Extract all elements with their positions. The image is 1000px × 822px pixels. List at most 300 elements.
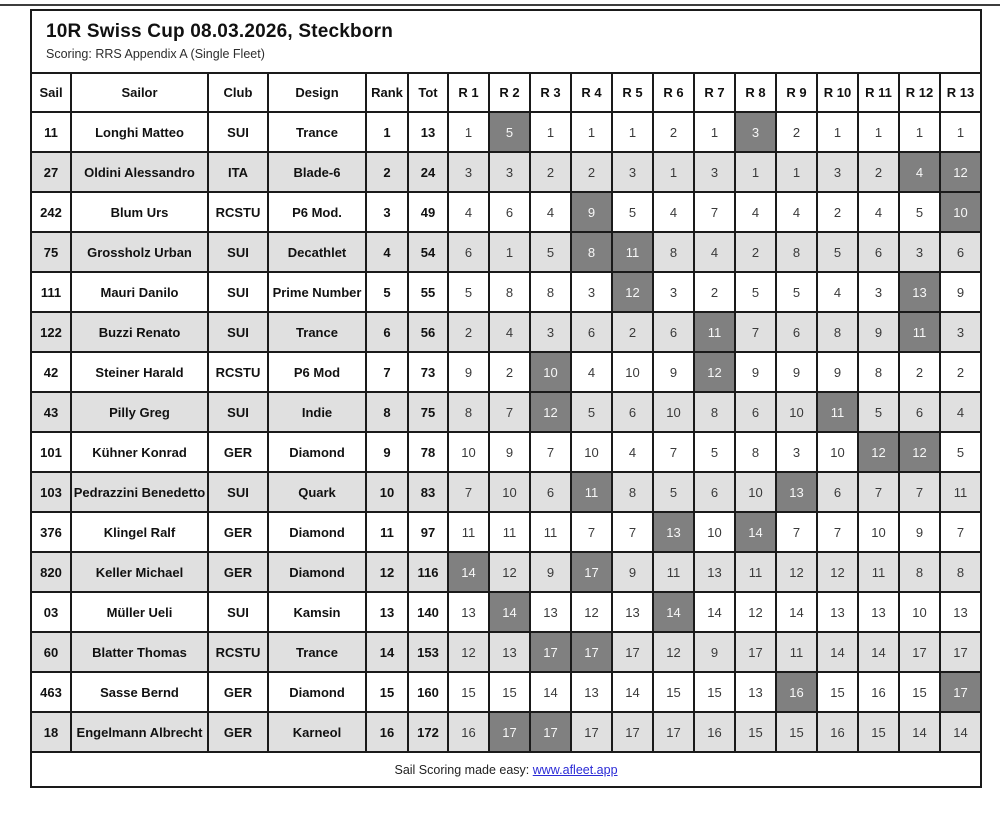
table-row: [31, 192, 981, 232]
score-cell-r11: 6: [858, 232, 899, 272]
score-cell-r5: 7: [612, 512, 653, 552]
sail-cell: 376: [31, 512, 71, 552]
score-cell-r8: 10: [735, 472, 776, 512]
score-cell-r11: 10: [858, 512, 899, 552]
score-cell-r8: 7: [735, 312, 776, 352]
design-cell: Trance: [268, 312, 366, 352]
score-cell-r3: 13: [530, 592, 571, 632]
score-cell-r13: 17: [940, 632, 981, 672]
score-cell-r8: 4: [735, 192, 776, 232]
score-cell-r2: 12: [489, 552, 530, 592]
discarded-score-cell-r4: 11: [571, 472, 612, 512]
score-cell-r2: 6: [489, 192, 530, 232]
sailor-cell: Kühner Konrad: [71, 432, 208, 472]
discarded-score-cell-r3: 17: [530, 632, 571, 672]
score-cell-r3: 14: [530, 672, 571, 712]
discarded-score-cell-r4: 17: [571, 552, 612, 592]
table-row: [31, 712, 981, 752]
score-cell-r11: 7: [858, 472, 899, 512]
score-cell-r2: 11: [489, 512, 530, 552]
score-cell-r12: 7: [899, 472, 940, 512]
event-title: 10R Swiss Cup 08.03.2026, Steckborn: [46, 21, 394, 42]
sailor-cell: Pedrazzini Benedetto: [71, 472, 208, 512]
score-cell-r13: 8: [940, 552, 981, 592]
sail-cell: 27: [31, 152, 71, 192]
score-cell-r13: 2: [940, 352, 981, 392]
score-cell-r10: 14: [817, 632, 858, 672]
score-cell-r1: 6: [448, 232, 489, 272]
rank-cell: 6: [366, 312, 408, 352]
score-cell-r1: 15: [448, 672, 489, 712]
column-header-club: Club: [208, 73, 268, 112]
score-cell-r3: 2: [530, 152, 571, 192]
score-cell-r5: 6: [612, 392, 653, 432]
score-cell-r9: 14: [776, 592, 817, 632]
score-cell-r6: 10: [653, 392, 694, 432]
discarded-score-cell-r12: 11: [899, 312, 940, 352]
table-row: [31, 312, 981, 352]
score-cell-r13: 6: [940, 232, 981, 272]
score-cell-r12: 2: [899, 352, 940, 392]
score-cell-r10: 15: [817, 672, 858, 712]
score-cell-r3: 1: [530, 112, 571, 152]
design-cell: Quark: [268, 472, 366, 512]
score-cell-r8: 13: [735, 672, 776, 712]
score-cell-r3: 11: [530, 512, 571, 552]
sail-cell: 101: [31, 432, 71, 472]
tot-cell: 172: [408, 712, 448, 752]
score-cell-r3: 6: [530, 472, 571, 512]
score-cell-r9: 8: [776, 232, 817, 272]
score-cell-r9: 2: [776, 112, 817, 152]
score-cell-r10: 13: [817, 592, 858, 632]
afleet-link[interactable]: www.afleet.app: [532, 762, 618, 777]
results-table: [30, 9, 982, 788]
discarded-score-cell-r1: 14: [448, 552, 489, 592]
discarded-score-cell-r7: 12: [694, 352, 735, 392]
sail-cell: 18: [31, 712, 71, 752]
page-top-divider: [0, 4, 1000, 6]
score-cell-r1: 10: [448, 432, 489, 472]
column-header-r-13: R 13: [940, 73, 981, 112]
score-cell-r9: 3: [776, 432, 817, 472]
score-cell-r6: 4: [653, 192, 694, 232]
discarded-score-cell-r8: 3: [735, 112, 776, 152]
tot-cell: 116: [408, 552, 448, 592]
rank-cell: 1: [366, 112, 408, 152]
score-cell-r6: 7: [653, 432, 694, 472]
score-cell-r10: 2: [817, 192, 858, 232]
score-cell-r9: 10: [776, 392, 817, 432]
score-cell-r8: 17: [735, 632, 776, 672]
sail-cell: 03: [31, 592, 71, 632]
sailor-cell: Klingel Ralf: [71, 512, 208, 552]
score-cell-r9: 11: [776, 632, 817, 672]
sailor-cell: Müller Ueli: [71, 592, 208, 632]
score-cell-r3: 4: [530, 192, 571, 232]
column-header-r-5: R 5: [612, 73, 653, 112]
sail-cell: 242: [31, 192, 71, 232]
score-cell-r2: 3: [489, 152, 530, 192]
discarded-score-cell-r3: 10: [530, 352, 571, 392]
table-row: [31, 272, 981, 312]
sail-cell: 42: [31, 352, 71, 392]
discarded-score-cell-r12: 13: [899, 272, 940, 312]
score-cell-r4: 3: [571, 272, 612, 312]
score-cell-r5: 8: [612, 472, 653, 512]
club-cell: GER: [208, 512, 268, 552]
score-cell-r12: 5: [899, 192, 940, 232]
rank-cell: 7: [366, 352, 408, 392]
score-cell-r7: 5: [694, 432, 735, 472]
score-cell-r5: 17: [612, 632, 653, 672]
footer-row: [31, 752, 981, 787]
score-cell-r13: 4: [940, 392, 981, 432]
design-cell: Decathlet: [268, 232, 366, 272]
discarded-score-cell-r5: 12: [612, 272, 653, 312]
score-cell-r4: 10: [571, 432, 612, 472]
score-cell-r13: 11: [940, 472, 981, 512]
score-cell-r11: 5: [858, 392, 899, 432]
sail-cell: 820: [31, 552, 71, 592]
score-cell-r12: 1: [899, 112, 940, 152]
score-cell-r4: 4: [571, 352, 612, 392]
rank-cell: 16: [366, 712, 408, 752]
score-cell-r11: 2: [858, 152, 899, 192]
score-cell-r8: 12: [735, 592, 776, 632]
score-cell-r11: 16: [858, 672, 899, 712]
score-cell-r5: 1: [612, 112, 653, 152]
club-cell: ITA: [208, 152, 268, 192]
score-cell-r8: 9: [735, 352, 776, 392]
tot-cell: 24: [408, 152, 448, 192]
score-cell-r7: 10: [694, 512, 735, 552]
discarded-score-cell-r13: 10: [940, 192, 981, 232]
column-header-tot: Tot: [408, 73, 448, 112]
discarded-score-cell-r2: 14: [489, 592, 530, 632]
score-cell-r5: 13: [612, 592, 653, 632]
score-cell-r2: 1: [489, 232, 530, 272]
title-row: [31, 10, 981, 73]
score-cell-r2: 2: [489, 352, 530, 392]
club-cell: GER: [208, 712, 268, 752]
score-cell-r10: 9: [817, 352, 858, 392]
score-cell-r1: 9: [448, 352, 489, 392]
score-cell-r11: 13: [858, 592, 899, 632]
score-cell-r10: 16: [817, 712, 858, 752]
score-cell-r6: 12: [653, 632, 694, 672]
score-cell-r11: 15: [858, 712, 899, 752]
tot-cell: 160: [408, 672, 448, 712]
sail-cell: 11: [31, 112, 71, 152]
design-cell: Karneol: [268, 712, 366, 752]
column-header-r-11: R 11: [858, 73, 899, 112]
design-cell: Trance: [268, 632, 366, 672]
discarded-score-cell-r12: 4: [899, 152, 940, 192]
club-cell: SUI: [208, 312, 268, 352]
score-cell-r4: 12: [571, 592, 612, 632]
score-cell-r4: 6: [571, 312, 612, 352]
score-cell-r9: 9: [776, 352, 817, 392]
score-cell-r5: 17: [612, 712, 653, 752]
column-header-r-7: R 7: [694, 73, 735, 112]
score-cell-r9: 6: [776, 312, 817, 352]
rank-cell: 8: [366, 392, 408, 432]
tot-cell: 13: [408, 112, 448, 152]
club-cell: SUI: [208, 272, 268, 312]
score-cell-r1: 12: [448, 632, 489, 672]
score-cell-r3: 9: [530, 552, 571, 592]
discarded-score-cell-r6: 13: [653, 512, 694, 552]
table-row: [31, 672, 981, 712]
sail-cell: 103: [31, 472, 71, 512]
score-cell-r13: 5: [940, 432, 981, 472]
score-cell-r1: 7: [448, 472, 489, 512]
score-cell-r7: 14: [694, 592, 735, 632]
club-cell: GER: [208, 672, 268, 712]
score-cell-r1: 13: [448, 592, 489, 632]
tot-cell: 49: [408, 192, 448, 232]
sail-cell: 43: [31, 392, 71, 432]
sailor-cell: Keller Michael: [71, 552, 208, 592]
tot-cell: 140: [408, 592, 448, 632]
score-cell-r4: 7: [571, 512, 612, 552]
score-cell-r10: 7: [817, 512, 858, 552]
sailor-cell: Sasse Bernd: [71, 672, 208, 712]
score-cell-r10: 5: [817, 232, 858, 272]
score-cell-r3: 3: [530, 312, 571, 352]
score-cell-r8: 15: [735, 712, 776, 752]
club-cell: SUI: [208, 472, 268, 512]
tot-cell: 83: [408, 472, 448, 512]
score-cell-r1: 1: [448, 112, 489, 152]
table-row: [31, 232, 981, 272]
score-cell-r13: 13: [940, 592, 981, 632]
score-cell-r1: 2: [448, 312, 489, 352]
column-header-r-2: R 2: [489, 73, 530, 112]
sailor-cell: Pilly Greg: [71, 392, 208, 432]
discarded-score-cell-r11: 12: [858, 432, 899, 472]
discarded-score-cell-r13: 12: [940, 152, 981, 192]
club-cell: SUI: [208, 112, 268, 152]
score-cell-r11: 14: [858, 632, 899, 672]
score-cell-r12: 9: [899, 512, 940, 552]
score-cell-r2: 7: [489, 392, 530, 432]
score-cell-r4: 5: [571, 392, 612, 432]
sailor-cell: Blum Urs: [71, 192, 208, 232]
column-header-row: [31, 73, 981, 112]
score-cell-r7: 16: [694, 712, 735, 752]
score-cell-r3: 8: [530, 272, 571, 312]
sail-cell: 75: [31, 232, 71, 272]
rank-cell: 5: [366, 272, 408, 312]
score-cell-r6: 3: [653, 272, 694, 312]
rank-cell: 10: [366, 472, 408, 512]
column-header-sailor: Sailor: [71, 73, 208, 112]
score-cell-r9: 12: [776, 552, 817, 592]
score-cell-r9: 15: [776, 712, 817, 752]
score-cell-r5: 2: [612, 312, 653, 352]
score-cell-r6: 2: [653, 112, 694, 152]
discarded-score-cell-r9: 13: [776, 472, 817, 512]
score-cell-r2: 15: [489, 672, 530, 712]
score-cell-r1: 16: [448, 712, 489, 752]
design-cell: Indie: [268, 392, 366, 432]
score-cell-r6: 6: [653, 312, 694, 352]
club-cell: SUI: [208, 232, 268, 272]
score-cell-r13: 14: [940, 712, 981, 752]
score-cell-r6: 1: [653, 152, 694, 192]
sailor-cell: Steiner Harald: [71, 352, 208, 392]
score-cell-r13: 3: [940, 312, 981, 352]
score-cell-r11: 3: [858, 272, 899, 312]
sail-cell: 60: [31, 632, 71, 672]
score-cell-r4: 1: [571, 112, 612, 152]
design-cell: Blade-6: [268, 152, 366, 192]
discarded-score-cell-r2: 17: [489, 712, 530, 752]
tot-cell: 54: [408, 232, 448, 272]
column-header-r-3: R 3: [530, 73, 571, 112]
score-cell-r13: 1: [940, 112, 981, 152]
score-cell-r3: 5: [530, 232, 571, 272]
sailor-cell: Engelmann Albrecht: [71, 712, 208, 752]
score-cell-r13: 9: [940, 272, 981, 312]
score-cell-r12: 8: [899, 552, 940, 592]
club-cell: GER: [208, 432, 268, 472]
sail-cell: 111: [31, 272, 71, 312]
sail-cell: 463: [31, 672, 71, 712]
rank-cell: 11: [366, 512, 408, 552]
score-cell-r10: 8: [817, 312, 858, 352]
score-cell-r8: 6: [735, 392, 776, 432]
rank-cell: 4: [366, 232, 408, 272]
score-cell-r1: 8: [448, 392, 489, 432]
club-cell: SUI: [208, 392, 268, 432]
score-cell-r11: 11: [858, 552, 899, 592]
discarded-score-cell-r4: 9: [571, 192, 612, 232]
score-cell-r6: 17: [653, 712, 694, 752]
discarded-score-cell-r10: 11: [817, 392, 858, 432]
column-header-rank: Rank: [366, 73, 408, 112]
score-cell-r1: 3: [448, 152, 489, 192]
design-cell: Prime Number: [268, 272, 366, 312]
column-header-sail: Sail: [31, 73, 71, 112]
score-cell-r10: 3: [817, 152, 858, 192]
score-cell-r6: 11: [653, 552, 694, 592]
design-cell: Diamond: [268, 432, 366, 472]
club-cell: SUI: [208, 592, 268, 632]
scoring-subtitle: Scoring: RRS Appendix A (Single Fleet): [46, 47, 265, 61]
score-cell-r6: 15: [653, 672, 694, 712]
sailor-cell: Mauri Danilo: [71, 272, 208, 312]
rank-cell: 3: [366, 192, 408, 232]
score-cell-r2: 8: [489, 272, 530, 312]
score-cell-r7: 1: [694, 112, 735, 152]
club-cell: GER: [208, 552, 268, 592]
score-cell-r7: 2: [694, 272, 735, 312]
footer-text: Sail Scoring made easy:: [394, 762, 533, 777]
score-cell-r5: 5: [612, 192, 653, 232]
score-cell-r4: 13: [571, 672, 612, 712]
table-row: [31, 632, 981, 672]
discarded-score-cell-r2: 5: [489, 112, 530, 152]
table-row: [31, 112, 981, 152]
design-cell: Diamond: [268, 512, 366, 552]
tot-cell: 78: [408, 432, 448, 472]
score-cell-r1: 5: [448, 272, 489, 312]
column-header-r-9: R 9: [776, 73, 817, 112]
score-cell-r12: 17: [899, 632, 940, 672]
table-row: [31, 592, 981, 632]
column-header-r-6: R 6: [653, 73, 694, 112]
sailor-cell: Grossholz Urban: [71, 232, 208, 272]
discarded-score-cell-r9: 16: [776, 672, 817, 712]
table-row: [31, 472, 981, 512]
design-cell: Kamsin: [268, 592, 366, 632]
table-row: [31, 352, 981, 392]
score-cell-r11: 9: [858, 312, 899, 352]
design-cell: Trance: [268, 112, 366, 152]
score-cell-r10: 12: [817, 552, 858, 592]
column-header-r-1: R 1: [448, 73, 489, 112]
score-cell-r2: 4: [489, 312, 530, 352]
score-cell-r11: 1: [858, 112, 899, 152]
score-cell-r6: 5: [653, 472, 694, 512]
score-cell-r5: 3: [612, 152, 653, 192]
tot-cell: 153: [408, 632, 448, 672]
table-row: [31, 512, 981, 552]
club-cell: RCSTU: [208, 352, 268, 392]
discarded-score-cell-r5: 11: [612, 232, 653, 272]
score-cell-r4: 2: [571, 152, 612, 192]
table-row: [31, 392, 981, 432]
sailor-cell: Oldini Alessandro: [71, 152, 208, 192]
column-header-r-10: R 10: [817, 73, 858, 112]
discarded-score-cell-r3: 12: [530, 392, 571, 432]
score-cell-r12: 6: [899, 392, 940, 432]
score-cell-r6: 8: [653, 232, 694, 272]
club-cell: RCSTU: [208, 192, 268, 232]
score-cell-r9: 5: [776, 272, 817, 312]
discarded-score-cell-r8: 14: [735, 512, 776, 552]
sailor-cell: Buzzi Renato: [71, 312, 208, 352]
score-cell-r2: 9: [489, 432, 530, 472]
score-cell-r1: 4: [448, 192, 489, 232]
column-header-r-12: R 12: [899, 73, 940, 112]
rank-cell: 2: [366, 152, 408, 192]
score-cell-r6: 9: [653, 352, 694, 392]
rank-cell: 9: [366, 432, 408, 472]
sailor-cell: Blatter Thomas: [71, 632, 208, 672]
score-cell-r5: 14: [612, 672, 653, 712]
design-cell: Diamond: [268, 672, 366, 712]
design-cell: Diamond: [268, 552, 366, 592]
tot-cell: 97: [408, 512, 448, 552]
table-row: [31, 552, 981, 592]
score-cell-r4: 17: [571, 712, 612, 752]
discarded-score-cell-r6: 14: [653, 592, 694, 632]
rank-cell: 14: [366, 632, 408, 672]
discarded-score-cell-r4: 17: [571, 632, 612, 672]
design-cell: P6 Mod: [268, 352, 366, 392]
score-cell-r3: 7: [530, 432, 571, 472]
discarded-score-cell-r3: 17: [530, 712, 571, 752]
design-cell: P6 Mod.: [268, 192, 366, 232]
score-cell-r8: 11: [735, 552, 776, 592]
rank-cell: 12: [366, 552, 408, 592]
score-cell-r2: 13: [489, 632, 530, 672]
score-cell-r5: 10: [612, 352, 653, 392]
